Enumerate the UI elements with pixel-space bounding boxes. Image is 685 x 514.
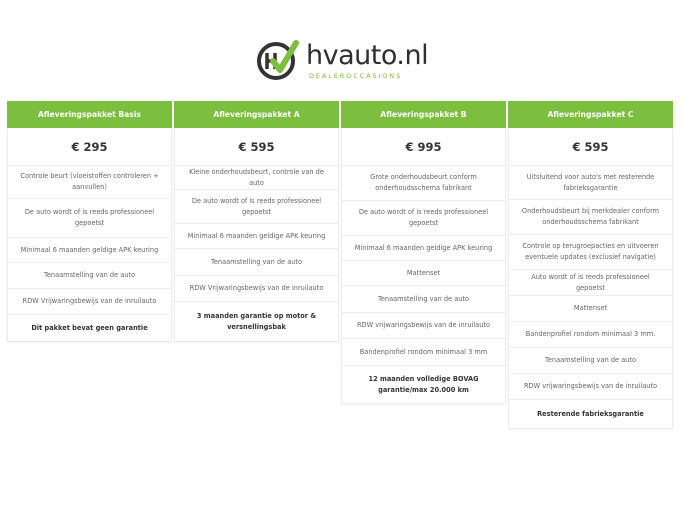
hvauto-logo[interactable] — [256, 39, 429, 83]
package-column-b — [341, 101, 506, 404]
feature-item-highlight: Dit pakket bevat geen garantie — [31, 323, 148, 332]
package-column-a — [174, 101, 339, 342]
feature-item-highlight: 3 maanden garantie op motor & versnellingsbak — [196, 311, 317, 331]
feature-item: Onderhoudsbeurt bij merkdealer conform onderhoudsschema fabrikant — [509, 200, 672, 235]
feature-item: Mattenset — [509, 296, 672, 322]
feature-item: RDW Vrijwaringsbewijs van de inruilauto — [175, 276, 338, 302]
feature-item-highlight: Resterende fabrieksgarantie — [537, 409, 644, 418]
feature-item: RDW Vrijwaringsbewijs van de inruilauto — [8, 289, 171, 315]
feature-item: RDW vrijwaringsbewijs van de inruilauto — [509, 374, 672, 400]
feature-item: Tenaamstelling van de auto — [8, 263, 171, 289]
hv-check-logo-icon — [256, 39, 300, 83]
feature-item-highlight: 12 maanden volledige BOVAG garantie/max 20.000 km — [368, 374, 479, 394]
feature-item: De auto wordt of is reeds professioneel gepoetst — [8, 199, 171, 238]
package-title: Afleveringspakket C — [508, 101, 673, 128]
package-price: € 595 — [175, 128, 338, 166]
feature-item: Grote onderhoudsbeurt conform onderhoudsschema fabrikant — [342, 166, 505, 201]
package-column-basis — [7, 101, 172, 342]
brand-tagline: DEALEROCCASIONS — [309, 72, 403, 80]
feature-item: Controle beurt (vloeistoffen controleren + aanvullen) — [8, 166, 171, 199]
feature-item: Tenaamstelling van de auto — [342, 286, 505, 313]
package-price: € 995 — [342, 128, 505, 166]
package-price: € 595 — [509, 128, 672, 166]
feature-item: Kleine onderhoudsbeurt, controle van de auto — [175, 166, 338, 190]
feature-item: Minimaal 6 maanden geldige APK keuring — [8, 238, 171, 263]
feature-item: Minimaal 6 maanden geldige APK keuring — [175, 224, 338, 249]
feature-item: Uitsluitend voor auto's met resterende fabrieksgarantie — [509, 166, 672, 200]
package-title: Afleveringspakket Basis — [7, 101, 172, 128]
feature-item: Tenaamstelling van de auto — [509, 348, 672, 374]
feature-item: Mattenset — [342, 261, 505, 286]
package-price: € 295 — [8, 128, 171, 166]
package-column-c — [508, 101, 673, 429]
package-title: Afleveringspakket A — [174, 101, 339, 128]
feature-item: Tenaamstelling van de auto — [175, 249, 338, 276]
feature-item: De auto wordt of is reeds professioneel gepoetst — [175, 190, 338, 224]
feature-item: Controle op terugroepacties en uitvoeren eventuele updates (exclusief navigatie) — [509, 235, 672, 270]
feature-item: Minimaal 6 maanden geldige APK keuring — [342, 236, 505, 261]
feature-item: Bandenprofiel rondom minimaal 3 mm — [342, 339, 505, 366]
feature-item: Bandenprofiel rondom minimaal 3 mm. — [509, 322, 672, 348]
feature-item: Auto wordt of is reeds professioneel gepoetst — [509, 270, 672, 296]
brand-name: hvauto.nl — [306, 40, 429, 71]
feature-item: RDW vrijwaringsbewijs van de inruilauto — [342, 313, 505, 339]
feature-item: De auto wordt of is reeds professioneel gepoetst — [342, 201, 505, 236]
pricing-table — [7, 101, 674, 431]
package-title: Afleveringspakket B — [341, 101, 506, 128]
